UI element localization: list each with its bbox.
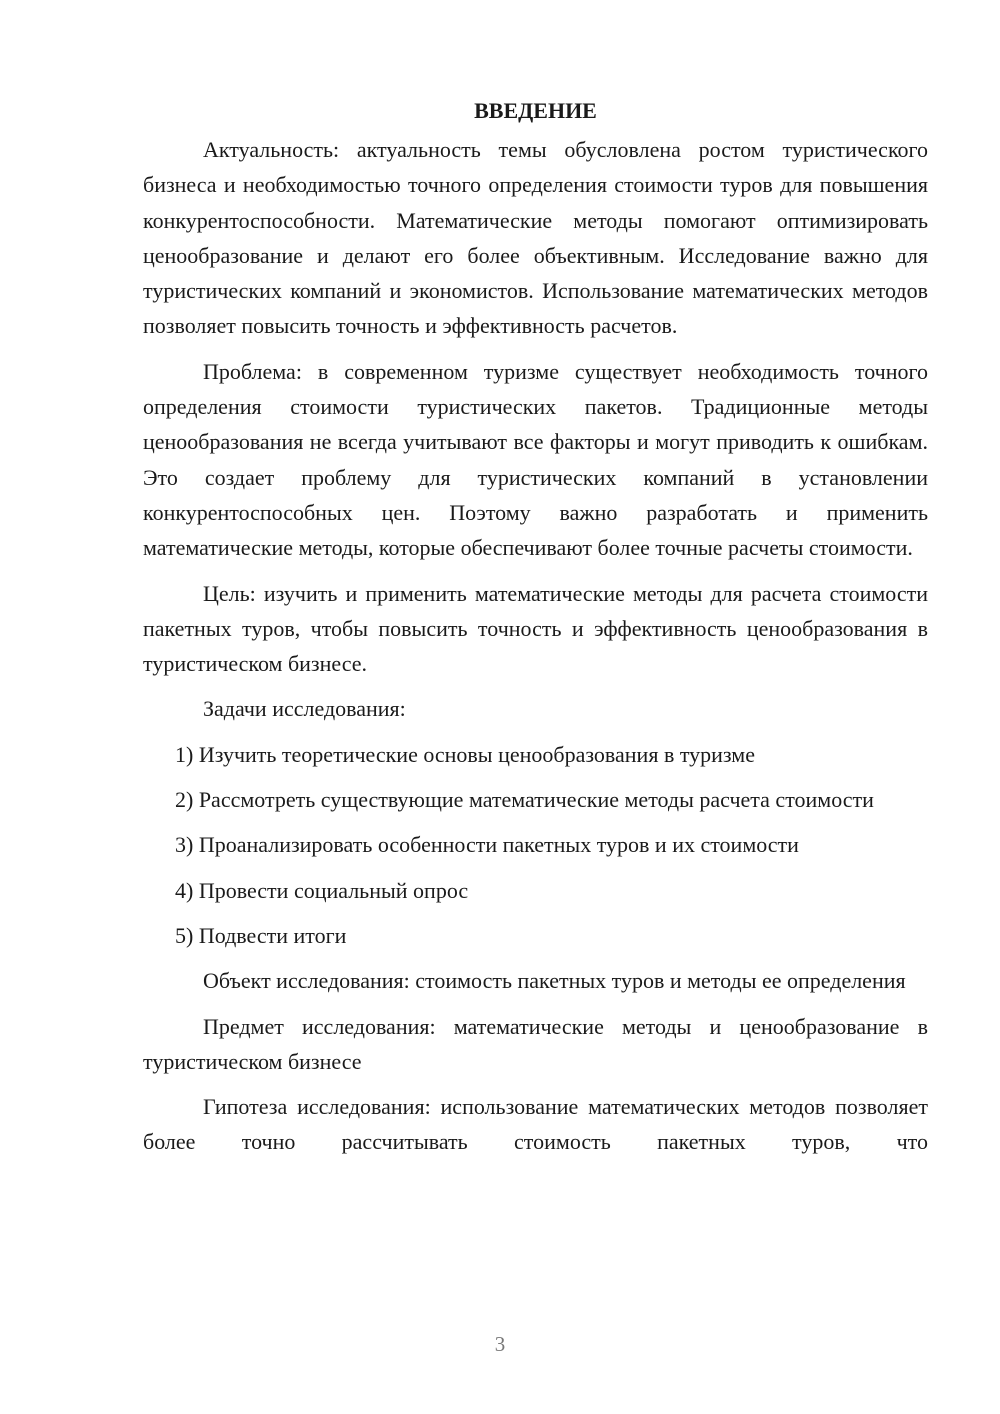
goal-paragraph: Цель: изучить и применить математические методы для расчета стоимости пакетных туров, чтобы повысить точность и эффективность ценообразования в туристическом бизнесе. (143, 580, 928, 677)
task-item-5: 5) Подвести итоги (175, 922, 347, 948)
problem-paragraph: Проблема: в современном туризме существует необходимость точного определения стоимости туристических пакетов. Традиционные методы ценообразования не всегда учитывают все факторы и могут приводить к ошибкам. Это создает проблему для туристических компаний в установлении конкурентоспособных цен. Поэтому важно разработать и применить математические методы, которые обеспечивают более точные расчеты стоимости. (143, 358, 928, 561)
task-item-3: 3) Проанализировать особенности пакетных туров и их стоимости (175, 832, 799, 858)
task-item-4: 4) Провести социальный опрос (175, 877, 469, 903)
hypothesis-paragraph: Гипотеза исследования: использование математических методов позволяет более точно рассчитывать стоимость пакетных туров, что (143, 1094, 928, 1155)
page-number: 3 (494, 1332, 506, 1356)
subject-paragraph: Предмет исследования: математические методы и ценообразование в туристическом бизнесе (143, 1013, 928, 1074)
relevance-paragraph: Актуальность: актуальность темы обусловлена ростом туристического бизнеса и необходимостью точного определения стоимости туров для повышения конкурентоспособности. Математические методы помогают оптимизировать ценообразование и делают его более объективным. Исследование важно для туристических компаний и экономистов. Использование математических методов позволяет повысить точность и эффективность расчетов. (143, 137, 928, 339)
task-item-1: 1) Изучить теоретические основы ценообразования в туризме (175, 741, 755, 767)
task-item-2: 2) Рассмотреть существующие математические методы расчета стоимости (175, 787, 874, 813)
object-paragraph: Объект исследования: стоимость пакетных туров и методы ее определения (203, 968, 906, 994)
section-title: ВВЕДЕНИЕ (474, 98, 597, 123)
tasks-heading: Задачи исследования: (203, 696, 406, 722)
document-page (143, 92, 928, 1170)
